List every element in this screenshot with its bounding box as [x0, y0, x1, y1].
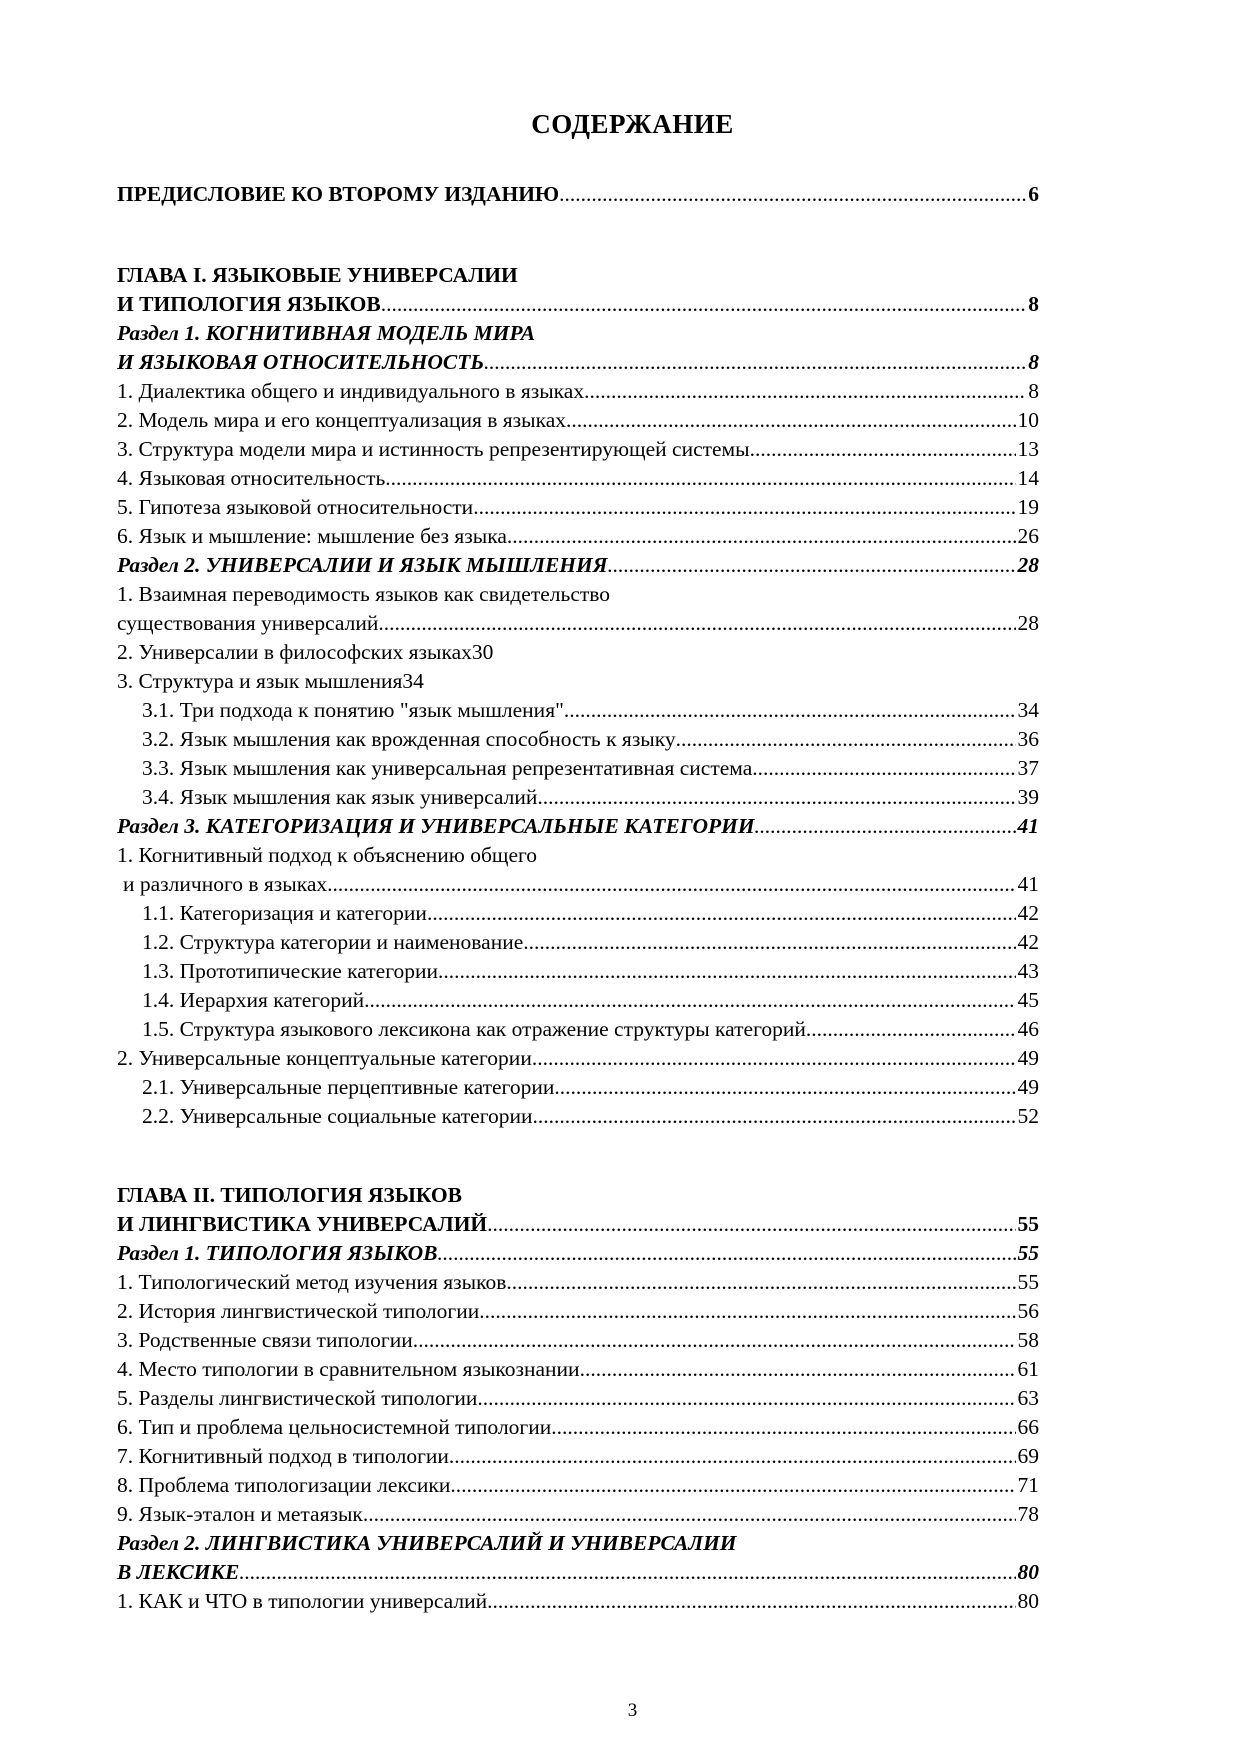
toc-entry	[117, 812, 1039, 841]
toc-entry-label: 1. Типологический метод изучения языков	[117, 1270, 507, 1294]
toc-entry	[117, 1297, 1039, 1326]
toc-entry-page: 26	[1017, 524, 1039, 548]
toc-entry-label: 3. Родственные связи типологии	[117, 1328, 413, 1352]
toc-entry-line1: 1. Когнитивный подход к объяснению общего	[117, 843, 538, 867]
toc-entry-label: 6. Язык и мышление: мышление без языка	[117, 524, 507, 548]
toc-entry-label: 2. Модель мира и его концептуализация в языках	[117, 408, 567, 432]
toc-entry-plain: 2. Универсалии в философских языках30	[117, 640, 494, 664]
toc-chapter-1	[117, 261, 1039, 1131]
toc-entry-label: 4. Языковая относительность	[117, 466, 386, 490]
toc-entry-label: 7. Когнитивный подход в типологии	[117, 1444, 449, 1468]
toc-entry-page: 41	[1017, 872, 1039, 896]
toc-entry-page: 55	[1017, 1270, 1039, 1294]
toc-entry	[117, 1239, 1039, 1268]
toc-entry	[117, 522, 1039, 551]
toc-entry-label: 1.1. Категоризация и категории	[142, 901, 427, 925]
toc-entry-label: 6. Тип и проблема цельносистемной типологии	[117, 1415, 552, 1439]
toc-entry-page: 49	[1017, 1046, 1039, 1070]
toc-entry	[117, 609, 1039, 638]
toc-entry-label: 1. КАК и ЧТО в типологии универсалий	[117, 1589, 488, 1613]
toc-entry-label: 4. Место типологии в сравнительном языкознании	[117, 1357, 580, 1381]
toc-entry-page: 8	[1028, 379, 1039, 403]
toc-entry-page: 55	[1017, 1241, 1039, 1265]
toc-entry-page: 28	[1017, 611, 1039, 635]
toc-entry	[117, 725, 1039, 754]
toc-entry-label: 3.2. Язык мышления как врожденная способность к языку	[142, 727, 676, 751]
toc-entry	[117, 696, 1039, 725]
toc-entry-page: 37	[1017, 756, 1039, 780]
toc-entry-page: 19	[1017, 495, 1039, 519]
toc-entry-page: 34	[1017, 698, 1039, 722]
toc-entry	[117, 464, 1039, 493]
toc-entry	[117, 180, 1039, 209]
toc-entry	[117, 899, 1039, 928]
toc-entry	[117, 493, 1039, 522]
toc-entry	[117, 406, 1039, 435]
toc-entry-page: 46	[1017, 1017, 1039, 1041]
toc-entry-plain: 3. Структура и язык мышления34	[117, 669, 424, 693]
page-title: СОДЕРЖАНИЕ	[531, 109, 734, 139]
toc-entry-label: 8. Проблема типологизации лексики	[117, 1473, 451, 1497]
toc-entry-page: 52	[1017, 1104, 1039, 1128]
toc-entry	[117, 1326, 1039, 1355]
toc-entry-page: 39	[1017, 785, 1039, 809]
toc-entry-label: и различного в языках	[123, 872, 328, 896]
toc-entry-page: 66	[1017, 1415, 1039, 1439]
toc-entry	[117, 1210, 1039, 1239]
section-heading: Раздел 1. ТИПОЛОГИЯ ЯЗЫКОВ	[117, 1241, 438, 1265]
page-number: 3	[627, 1700, 638, 1721]
toc-entry	[117, 783, 1039, 812]
toc-entry-page: 10	[1017, 408, 1039, 432]
toc-entry	[117, 1558, 1039, 1587]
toc-entry-page: 61	[1017, 1357, 1039, 1381]
toc-entry-label: 1.4. Иерархия категорий	[142, 988, 365, 1012]
toc-entry-page: 71	[1017, 1473, 1039, 1497]
toc-entry	[117, 1355, 1039, 1384]
section-heading-line2: И ЯЗЫКОВАЯ ОТНОСИТЕЛЬНОСТЬ	[117, 350, 485, 374]
toc-entry	[117, 348, 1039, 377]
toc-entry-page: 80	[1017, 1560, 1039, 1584]
toc-entry-page: 42	[1017, 930, 1039, 954]
toc-entry-label: 1.5. Структура языкового лексикона как отражение структуры категорий	[142, 1017, 806, 1041]
toc-entry-page: 78	[1017, 1502, 1039, 1526]
toc-entry-label: 3.1. Три подхода к понятию "язык мышления"	[142, 698, 564, 722]
toc-entry	[117, 1471, 1039, 1500]
toc-entry-label: 1.2. Структура категории и наименование	[142, 930, 524, 954]
chapter-heading-line2: И ТИПОЛОГИЯ ЯЗЫКОВ	[117, 292, 381, 316]
toc-entry-line1: 1. Взаимная переводимость языков как свидетельство	[117, 582, 611, 606]
toc-entry	[117, 377, 1039, 406]
toc-entry-label: существования универсалий	[117, 611, 379, 635]
toc-entry	[117, 986, 1039, 1015]
toc-entry-page: 43	[1017, 959, 1039, 983]
toc-entry-page: 55	[1017, 1212, 1039, 1236]
toc-entry-page: 49	[1017, 1075, 1039, 1099]
section-heading: Раздел 2. ЛИНГВИСТИКА УНИВЕРСАЛИЙ И УНИВЕРСАЛИИ	[117, 1531, 737, 1555]
toc-entry-label: 2. Универсальные концептуальные категории	[117, 1046, 532, 1070]
toc-entry	[117, 1442, 1039, 1471]
toc-entry	[117, 1384, 1039, 1413]
toc-entry-page: 14	[1017, 466, 1039, 490]
toc-entry	[117, 1073, 1039, 1102]
section-heading: Раздел 2. УНИВЕРСАЛИИ И ЯЗЫК МЫШЛЕНИЯ	[117, 553, 608, 577]
toc-entry-page: 8	[1028, 350, 1039, 374]
toc-entry-page: 63	[1017, 1386, 1039, 1410]
toc-entry	[117, 1413, 1039, 1442]
toc-entry-label: 2.2. Универсальные социальные категории	[142, 1104, 533, 1128]
section-heading: Раздел 1. КОГНИТИВНАЯ МОДЕЛЬ МИРА	[117, 321, 536, 345]
chapter-heading-line2: И ЛИНГВИСТИКА УНИВЕРСАЛИЙ	[117, 1212, 488, 1236]
toc-entry	[117, 435, 1039, 464]
toc-entry	[117, 1015, 1039, 1044]
toc-entry-label: 2.1. Универсальные перцептивные категории	[142, 1075, 555, 1099]
toc-entry-page: 6	[1028, 182, 1039, 206]
toc-entry-page: 36	[1017, 727, 1039, 751]
toc-preface	[117, 180, 1039, 209]
toc-entry	[117, 1044, 1039, 1073]
toc-entry-label: ПРЕДИСЛОВИЕ КО ВТОРОМУ ИЗДАНИЮ	[117, 182, 560, 206]
toc-entry	[117, 1102, 1039, 1131]
toc-entry-label: 5. Разделы лингвистической типологии	[117, 1386, 478, 1410]
toc-entry-page: 28	[1017, 553, 1039, 577]
toc-entry	[117, 1268, 1039, 1297]
toc-entry-page: 8	[1028, 292, 1039, 316]
section-heading-line2: В ЛЕКСИКЕ	[117, 1560, 240, 1584]
toc-entry	[117, 1587, 1039, 1616]
toc-entry	[117, 754, 1039, 783]
toc-entry	[117, 551, 1039, 580]
toc-entry	[117, 870, 1039, 899]
toc-entry-label: 1.3. Прототипические категории	[142, 959, 439, 983]
toc-entry-page: 13	[1017, 437, 1039, 461]
chapter-heading: ГЛАВА I. ЯЗЫКОВЫЕ УНИВЕРСАЛИИ	[117, 263, 518, 287]
chapter-heading: ГЛАВА II. ТИПОЛОГИЯ ЯЗЫКОВ	[117, 1183, 462, 1207]
toc-entry	[117, 1500, 1039, 1529]
toc-entry-label: 2. История лингвистической типологии	[117, 1299, 480, 1323]
toc-entry-label: 3. Структура модели мира и истинность репрезентирующей системы	[117, 437, 750, 461]
toc-chapter-2	[117, 1181, 1039, 1616]
toc-entry-page: 41	[1017, 814, 1039, 838]
toc-entry-page: 42	[1017, 901, 1039, 925]
section-heading: Раздел 3. КАТЕГОРИЗАЦИЯ И УНИВЕРСАЛЬНЫЕ КАТЕГОРИИ	[117, 814, 755, 838]
toc-entry-label: 3.4. Язык мышления как язык универсалий	[142, 785, 538, 809]
toc-entry	[117, 928, 1039, 957]
toc-entry-label: 1. Диалектика общего и индивидуального в языках	[117, 379, 585, 403]
toc-entry-page: 58	[1017, 1328, 1039, 1352]
toc-entry-page: 69	[1017, 1444, 1039, 1468]
toc-entry-page: 80	[1017, 1589, 1039, 1613]
toc-entry-page: 45	[1017, 988, 1039, 1012]
toc-entry	[117, 957, 1039, 986]
toc-entry-label: 3.3. Язык мышления как универсальная репрезентативная система	[142, 756, 753, 780]
toc-entry-label: 9. Язык-эталон и метаязык	[117, 1502, 363, 1526]
toc-entry-label: 5. Гипотеза языковой относительности	[117, 495, 474, 519]
toc-entry	[117, 290, 1039, 319]
toc-entry-page: 56	[1017, 1299, 1039, 1323]
